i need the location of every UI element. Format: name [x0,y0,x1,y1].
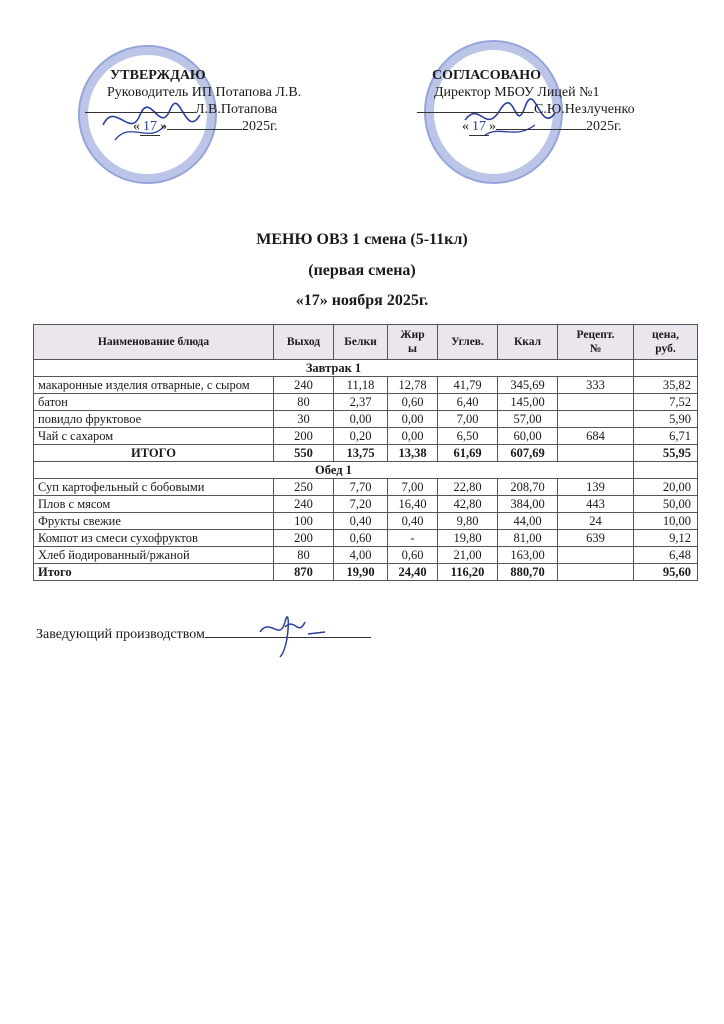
approval-year: 2025г. [242,119,278,134]
approval-date-day: 17 [469,118,489,136]
table-row: Плов с мясом 240 7,20 16,40 42,80 384,00 443 50,00 [34,496,698,513]
approval-signer-row [85,101,345,118]
page-title: МЕНЮ ОВЗ 1 смена (5-11кл) [256,231,468,248]
footer-label: Заведующий производством [36,627,205,642]
table-row: батон 80 2,37 0,60 6,40 145,00 7,52 [34,394,698,411]
table-row: Компот из смеси сухофруктов 200 0,60 - 19,80 81,00 639 9,12 [34,530,698,547]
section-title: Обед 1 [34,462,634,479]
header-name: Наименование блюда [34,325,274,360]
table-row: Фрукты свежие 100 0,40 0,40 9,80 44,00 24 10,00 [34,513,698,530]
table-row: Чай с сахаром 200 0,20 0,00 6,50 60,00 684 6,71 [34,428,698,445]
table-row: Суп картофельный с бобовыми 250 7,70 7,00 22,80 208,70 139 20,00 [34,479,698,496]
page-date: «17» ноября 2025г. [295,292,429,309]
section-title: Завтрак 1 [34,360,634,377]
approval-date-row: « 17 » 2025г. [133,119,278,134]
header-fat: Жир ы [388,325,438,360]
table-row: Хлеб йодированный/ржаной 80 4,00 0,60 21,00 163,00 6,48 [34,547,698,564]
section-row-breakfast [34,360,698,377]
approval-heading: СОГЛАСОВАНО [432,68,541,83]
approval-date-row: « 17 » 2025г. [462,119,622,134]
approval-signer: С.Ю.Незлученко [534,102,635,117]
header-carbs: Углев. [438,325,498,360]
approval-position: Руководитель ИП Потапова Л.В. [107,85,302,100]
approval-date-day: 17 [140,118,160,136]
approval-block-right [417,67,697,136]
approval-year: 2025г. [586,119,622,134]
approval-block-left [85,67,345,136]
table-row: повидло фруктовое 30 0,00 0,00 7,00 57,00 5,90 [34,411,698,428]
approval-signer: Л.В.Потапова [195,102,278,117]
table-row: макаронные изделия отварные, с сыром 240 11,18 12,78 41,79 345,69 333 35,82 [34,377,698,394]
total-row-lunch: Итого 870 19,90 24,40 116,20 880,70 95,60 [34,564,698,581]
table-header-row [34,325,698,360]
header-recipe: Рецепт. № [558,325,634,360]
signature-footer-icon [250,612,330,662]
menu-table [33,324,698,581]
total-row-breakfast: ИТОГО 550 13,75 13,38 61,69 607,69 55,95 [34,445,698,462]
approval-position: Директор МБОУ Лицей №1 [434,85,600,100]
page-subtitle: (первая смена) [308,262,416,279]
header-kcal: Ккал [498,325,558,360]
header-protein: Белки [334,325,388,360]
header-price: цена, руб. [634,325,698,360]
header-output: Выход [274,325,334,360]
approval-heading: УТВЕРЖДАЮ [110,68,206,83]
approval-signer-row [417,101,697,118]
section-row-lunch [34,462,698,479]
